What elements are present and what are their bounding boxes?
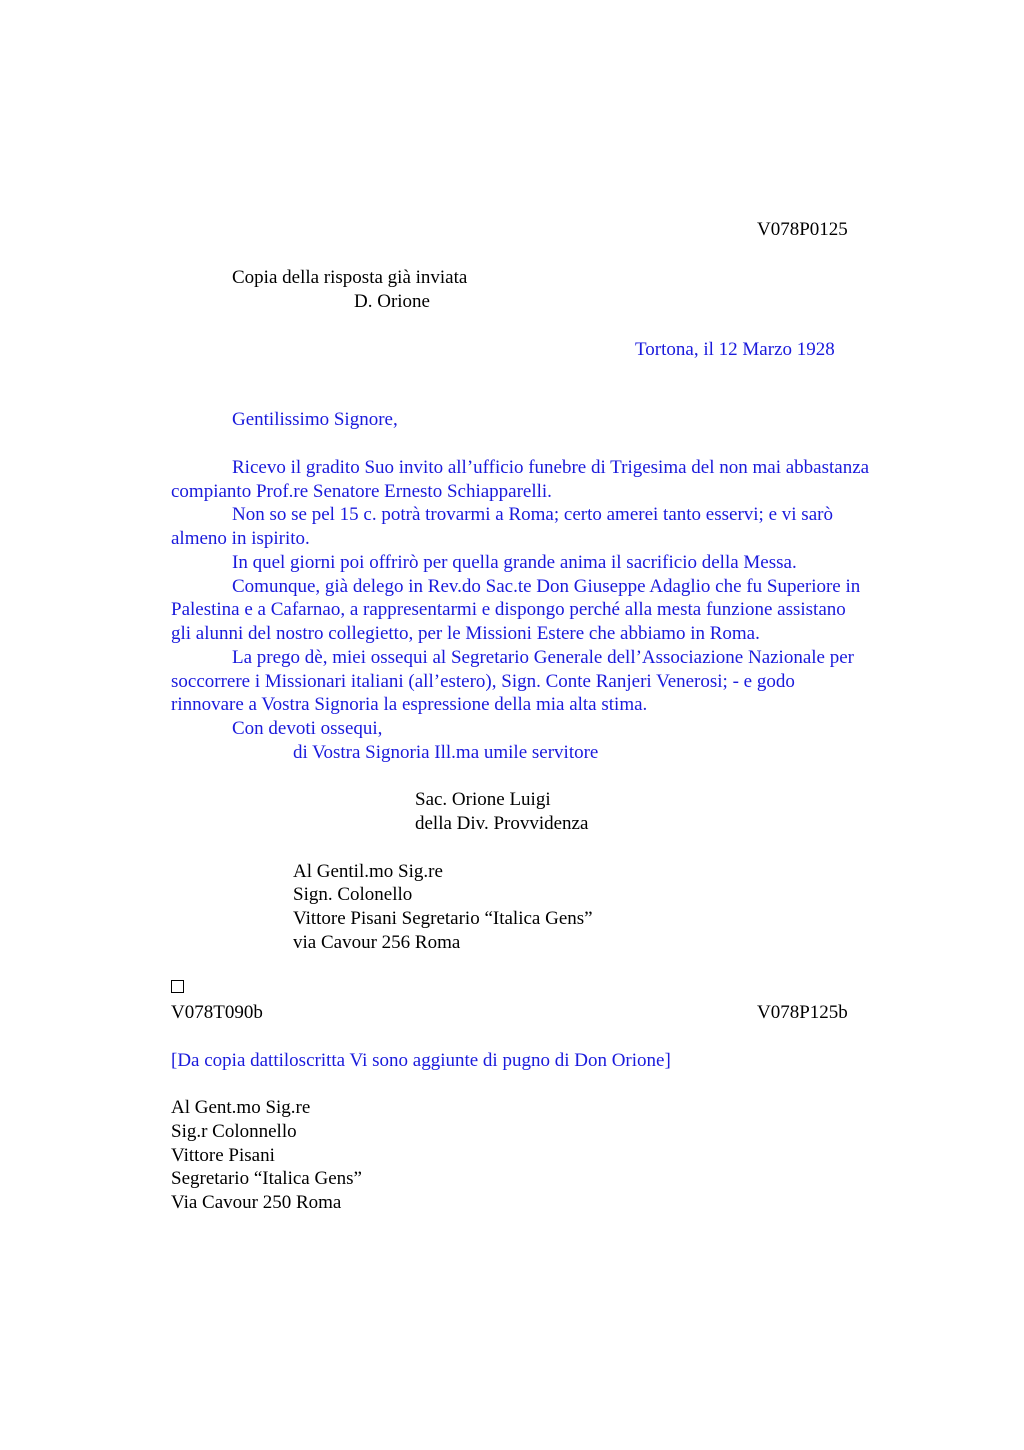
header-line-2: D. Orione — [354, 291, 430, 312]
address-line: Sig.r Colonnello — [171, 1121, 297, 1142]
address-line: Vittore Pisani — [171, 1145, 275, 1166]
signature-line-2: della Div. Provvidenza — [415, 813, 589, 834]
date-line: Tortona, il 12 Marzo 1928 — [635, 339, 835, 360]
header-line-1: Copia della risposta già inviata — [232, 267, 468, 288]
doc-ref-left: V078T090b — [171, 1002, 263, 1023]
body-line: gli alunni del nostro collegietto, per le Missioni Estere che abbiamo in Roma. — [171, 623, 760, 644]
address-line: Al Gentil.mo Sig.re — [293, 861, 443, 882]
address-line: Vittore Pisani Segretario “Italica Gens” — [293, 908, 593, 929]
address-line: via Cavour 256 Roma — [293, 932, 461, 953]
editor-note: [Da copia dattiloscritta Vi sono aggiunte di pugno di Don Orione] — [171, 1050, 671, 1071]
body-line: rinnovare a Vostra Signoria la espressione della mia alta stima. — [171, 694, 648, 715]
address-line: Via Cavour 250 Roma — [171, 1192, 342, 1213]
doc-ref-right: V078P125b — [757, 1002, 848, 1023]
doc-ref-top: V078P0125 — [757, 219, 848, 240]
closing-line: di Vostra Signoria Ill.ma umile servitore — [293, 742, 599, 763]
body-line: almeno in ispirito. — [171, 528, 310, 549]
body-line: In quel giorni poi offrirò per quella grande anima il sacrificio della Messa. — [232, 552, 797, 573]
square-icon — [171, 980, 184, 993]
body-line: La prego dè, miei ossequi al Segretario Generale dell’Associazione Nazionale per — [232, 647, 854, 668]
body-line: compianto Prof.re Senatore Ernesto Schiapparelli. — [171, 481, 552, 502]
address-line: Segretario “Italica Gens” — [171, 1168, 362, 1189]
body-line: Non so se pel 15 c. potrà trovarmi a Roma; certo amerei tanto esservi; e vi sarò — [232, 504, 833, 525]
body-line: Comunque, già delego in Rev.do Sac.te Don Giuseppe Adaglio che fu Superiore in — [232, 576, 861, 597]
address-line: Sign. Colonello — [293, 884, 413, 905]
salutation: Gentilissimo Signore, — [232, 409, 398, 430]
address-line: Al Gent.mo Sig.re — [171, 1097, 311, 1118]
body-line: Con devoti ossequi, — [232, 718, 383, 739]
body-line: Palestina e a Cafarnao, a rappresentarmi e dispongo perché alla mesta funzione assistano — [171, 599, 846, 620]
signature-line-1: Sac. Orione Luigi — [415, 789, 551, 810]
body-line: Ricevo il gradito Suo invito all’ufficio funebre di Trigesima del non mai abbastanza — [232, 457, 870, 478]
body-line: soccorrere i Missionari italiani (all’estero), Sign. Conte Ranjeri Venerosi; - e godo — [171, 671, 795, 692]
